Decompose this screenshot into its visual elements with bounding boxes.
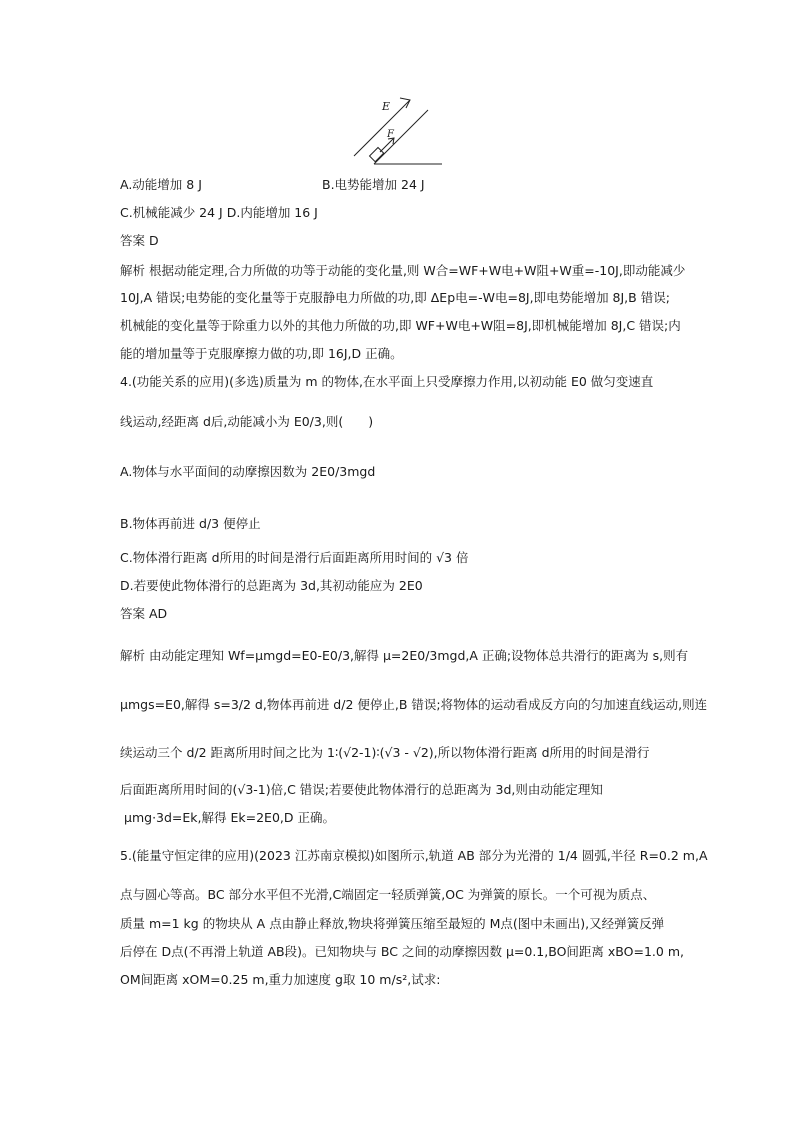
force-arrow — [380, 138, 394, 152]
q4-option-d: D.若要使此物体滑行的总距离为 3d,其初动能应为 2E0 — [120, 578, 423, 593]
field-line-lower — [374, 110, 428, 164]
q4-option-c: C.物体滑行距离 d所用的时间是滑行后面距离所用时间的 √3 倍 — [120, 550, 469, 565]
q4-explanation-line-2: μmgs=E0,解得 s=3/2 d,物体再前进 d/2 便停止,B 错误;将物体的运动看成反方向的匀加速直线运动,则连 — [120, 697, 708, 712]
label-F: F — [387, 129, 394, 140]
q4-option-b: B.物体再前进 d/3 便停止 — [120, 516, 261, 531]
q5-stem-line-4: 后停在 D点(不再滑上轨道 AB段)。已知物块与 BC 之间的动摩擦因数 μ=0.1,BO间距离 xBO=1.0 m, — [120, 944, 684, 959]
q3-option-a: A.动能增加 8 J — [120, 177, 202, 192]
q4-explanation-line-3: 续运动三个 d/2 距离所用时间之比为 1∶(√2-1)∶(√3 - √2),所以物体滑行距离 d所用的时间是滑行 — [120, 745, 650, 760]
q3-option-cd: C.机械能减少 24 J D.内能增加 16 J — [120, 205, 318, 220]
q3-explanation-line-4: 能的增加量等于克服摩擦力做的功,即 16J,D 正确。 — [120, 346, 403, 361]
q5-stem-line-5: OM间距离 xOM=0.25 m,重力加速度 g取 10 m/s²,试求: — [120, 972, 441, 987]
q4-explanation-line-4: 后面距离所用时间的(√3-1)倍,C 错误;若要使此物体滑行的总距离为 3d,则由动能定理知 — [120, 782, 603, 797]
q5-stem-line-2: 点与圆心等高。BC 部分水平但不光滑,C端固定一轻质弹簧,OC 为弹簧的原长。一个可视为质点、 — [120, 887, 656, 902]
q4-explanation-line-1: 解析 由动能定理知 Wf=μmgd=E0-E0/3,解得 μ=2E0/3mgd,A 正确;设物体总共滑行的距离为 s,则有 — [120, 648, 689, 663]
q3-explanation-line-2: 10J,A 错误;电势能的变化量等于克服静电力所做的功,即 ΔEp电=-W电=8J,即电势能增加 8J,B 错误; — [120, 290, 670, 305]
q3-explanation-line-1: 解析 根据动能定理,合力所做的功等于动能的变化量,则 W合=WF+W电+W阻+W重=-10J,即动能减少 — [120, 263, 686, 278]
q4-stem-line-1: 4.(功能关系的应用)(多选)质量为 m 的物体,在水平面上只受摩擦力作用,以初动能 E0 做匀变速直 — [120, 374, 654, 389]
label-E: E — [382, 100, 391, 113]
q4-option-a: A.物体与水平面间的动摩擦因数为 2E0/3mgd — [120, 464, 376, 479]
q4-answer: 答案 AD — [120, 606, 168, 621]
field-arrow-head — [400, 98, 410, 108]
incline-diagram — [350, 94, 446, 166]
q3-explanation-line-3: 机械能的变化量等于除重力以外的其他力所做的功,即 WF+W电+W阻=8J,即机械能增加 8J,C 错误;内 — [120, 318, 681, 333]
incline-figure — [350, 94, 446, 166]
q4-explanation-line-5: μmg·3d=Ek,解得 Ek=2E0,D 正确。 — [124, 810, 335, 825]
q3-answer: 答案 D — [120, 233, 159, 248]
q5-stem-line-3: 质量 m=1 kg 的物块从 A 点由静止释放,物块将弹簧压缩至最短的 M点(图中未画出),又经弹簧反弹 — [120, 916, 665, 931]
q4-stem-line-2: 线运动,经距离 d后,动能减小为 E0/3,则( ) — [120, 414, 374, 429]
block — [370, 148, 384, 162]
q3-option-b: B.电势能增加 24 J — [322, 177, 425, 192]
q5-stem-line-1: 5.(能量守恒定律的应用)(2023 江苏南京模拟)如图所示,轨道 AB 部分为光滑的 1/4 圆弧,半径 R=0.2 m,A — [120, 848, 708, 863]
